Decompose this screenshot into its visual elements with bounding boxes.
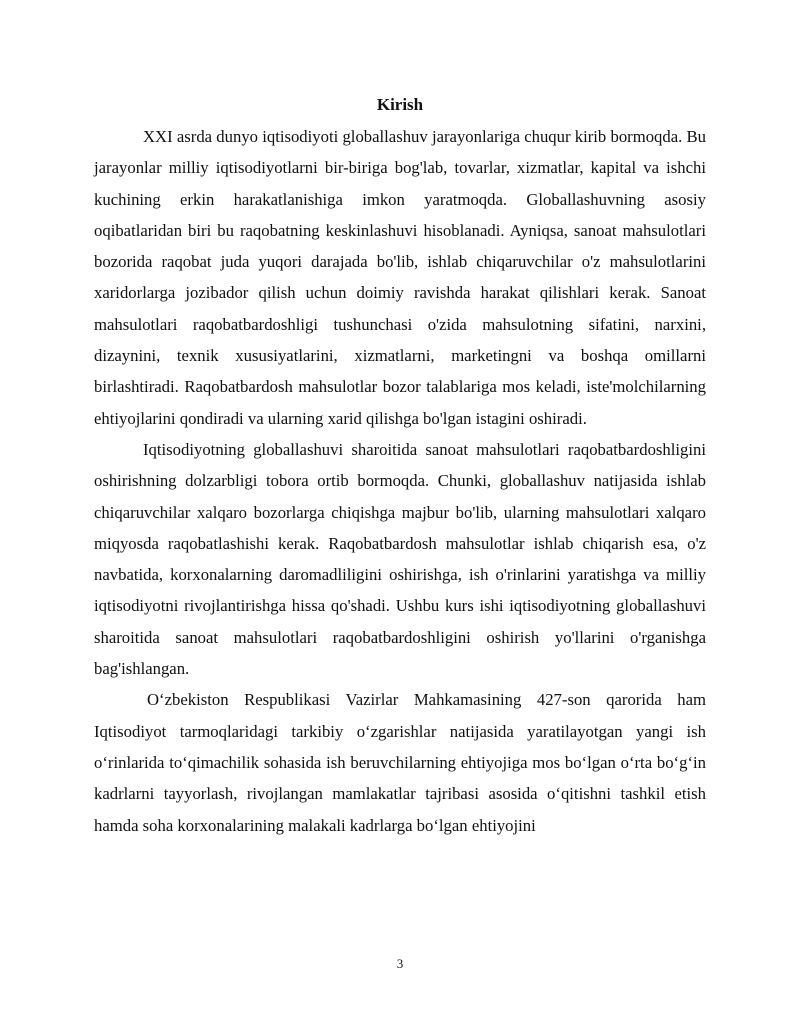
body-text: [94, 121, 706, 841]
paragraph-intro: XXI asrda dunyo iqtisodiyoti globallashuv jarayonlariga chuqur kirib bormoqda. Bu jarayonlar milliy iqtisodiyotlarni bir-biriga bog'lab, tovarlar, xizmatlar, kapital va ishchi kuchining erkin harakatlanishiga imkon yaratmoqda. Globallashuvning asosiy oqibatlaridan biri bu raqobatning keskinlashuvi hisoblanadi. Ayniqsa, sanoat mahsulotlari bozorida raqobat juda yuqori darajada bo'lib, ishlab chiqaruvchilar o'z mahsulotlarini xaridorlarga jozibador qilish uchun doimiy ravishda harakat qilishlari kerak. Sanoat mahsulotlari raqobatbardoshligi tushunchasi o'zida mahsulotning sifatini, narxini, dizaynini, texnik xususiyatlarini, xizmatlarni, marketingni va boshqa omillarni birlashtiradi. Raqobatbardosh mahsulotlar bozor talablariga mos keladi, iste'molchilarning ehtiyojlarini qondiradi va ularning xarid qilishga bo'lgan istagini oshiradi.: [94, 127, 706, 428]
section-heading: Kirish: [376, 95, 424, 114]
page-number: 3: [396, 956, 404, 971]
paragraph-relevance: Iqtisodiyotning globallashuvi sharoitida sanoat mahsulotlari raqobatbardoshligini oshirishning dolzarbligi tobora ortib bormoqda. Chunki, globallashuv natijasida ishlab chiqaruvchilar xalqaro bozorlarga chiqishga majbur bo'lib, ularning mahsulotlari xalqaro miqyosda raqobatlashishi kerak. Raqobatbardosh mahsulotlar ishlab chiqarish esa, o'z navbatida, korxonalarning daromadliligini oshirishga, ish o'rinlarini yaratishga va milliy iqtisodiyotni rivojlantirishga hissa qo'shadi. Ushbu kurs ishi iqtisodiyotning globallashuvi sharoitida sanoat mahsulotlari raqobatbardoshligini oshirish yo'llarini o'rganishga bag'ishlangan.: [94, 439, 706, 679]
paragraph-resolution: O‘zbekiston Respublikasi Vazirlar Mahkamasining 427-son qarorida ham Iqtisodiyot tarmoqlaridagi tarkibiy o‘zgarishlar natijasida yaratilayotgan yangi ish o‘rinlarida to‘qimachilik sohasida ish beruvchilarning ehtiyojiga mos bo‘lgan o‘rta bo‘g‘in kadrlarni tayyorlash, rivojlangan mamlakatlar tajribasi asosida o‘qitishni tashkil etish hamda soha korxonalarining malakali kadrlarga bo‘lgan ehtiyojini: [94, 690, 706, 835]
